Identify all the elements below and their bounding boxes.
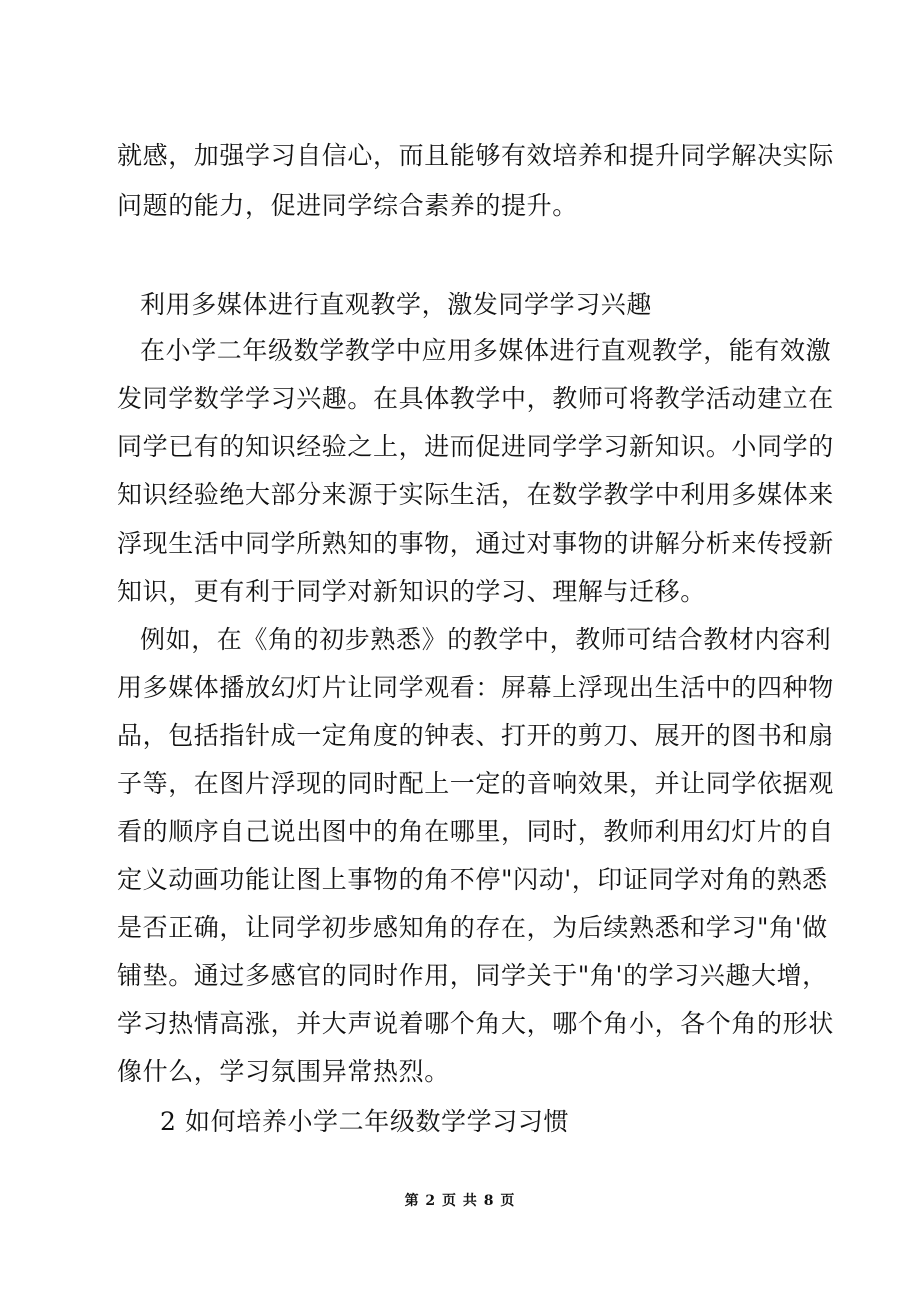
paragraph-line: 浮现生活中同学所熟知的事物，通过对事物的讲解分析来传授新: [117, 529, 834, 558]
paragraph-line: 同学已有的知识经验之上，进而促进同学学习新知识。小同学的: [117, 432, 834, 461]
paragraph-line: 就感，加强学习自信心，而且能够有效培养和提升同学解决实际: [117, 141, 834, 170]
paragraph-line: 发同学数学学习兴趣。在具体教学中，教师可将教学活动建立在: [117, 384, 834, 413]
paragraph-line: 用多媒体播放幻灯片让同学观看：屏幕上浮现出生活中的四种物: [117, 673, 834, 702]
section-heading: 2 如何培养小学二年级数学学习习惯: [160, 1107, 570, 1136]
paragraph-line: 定义动画功能让图上事物的角不停"闪动'，印证同学对角的熟悉: [117, 865, 828, 894]
paragraph-line: 知识经验绝大部分来源于实际生活，在数学教学中利用多媒体来: [117, 480, 834, 509]
paragraph-line: 子等，在图片浮现的同时配上一定的音响效果，并让同学依据观: [117, 769, 834, 798]
paragraph-line: 是否正确，让同学初步感知角的存在，为后续熟悉和学习"角'做: [117, 913, 828, 942]
paragraph-line: 像什么，学习氛围异常热烈。: [117, 1057, 450, 1086]
subheading: 利用多媒体进行直观教学，激发同学学习兴趣: [140, 290, 653, 319]
paragraph-line: 看的顺序自己说出图中的角在哪里，同时，教师利用幻灯片的自: [117, 817, 834, 846]
paragraph-line: 问题的能力，促进同学综合素养的提升。: [117, 191, 578, 220]
paragraph-line: 学习热情高涨，并大声说着哪个角大，哪个角小，各个角的形状: [117, 1009, 834, 1038]
paragraph-line: 品，包括指针成一定角度的钟表、打开的剪刀、展开的图书和扇: [117, 721, 834, 750]
paragraph-line: 例如，在《角的初步熟悉》的教学中，教师可结合教材内容利: [140, 625, 832, 654]
paragraph-line: 铺垫。通过多感官的同时作用，同学关于"角'的学习兴趣大增，: [117, 961, 828, 990]
paragraph-line: 知识，更有利于同学对新知识的学习、理解与迁移。: [117, 577, 706, 606]
paragraph-line: 在小学二年级数学教学中应用多媒体进行直观教学，能有效激: [140, 336, 832, 365]
page-number-footer: 第 2 页 共 8 页: [404, 1193, 516, 1209]
